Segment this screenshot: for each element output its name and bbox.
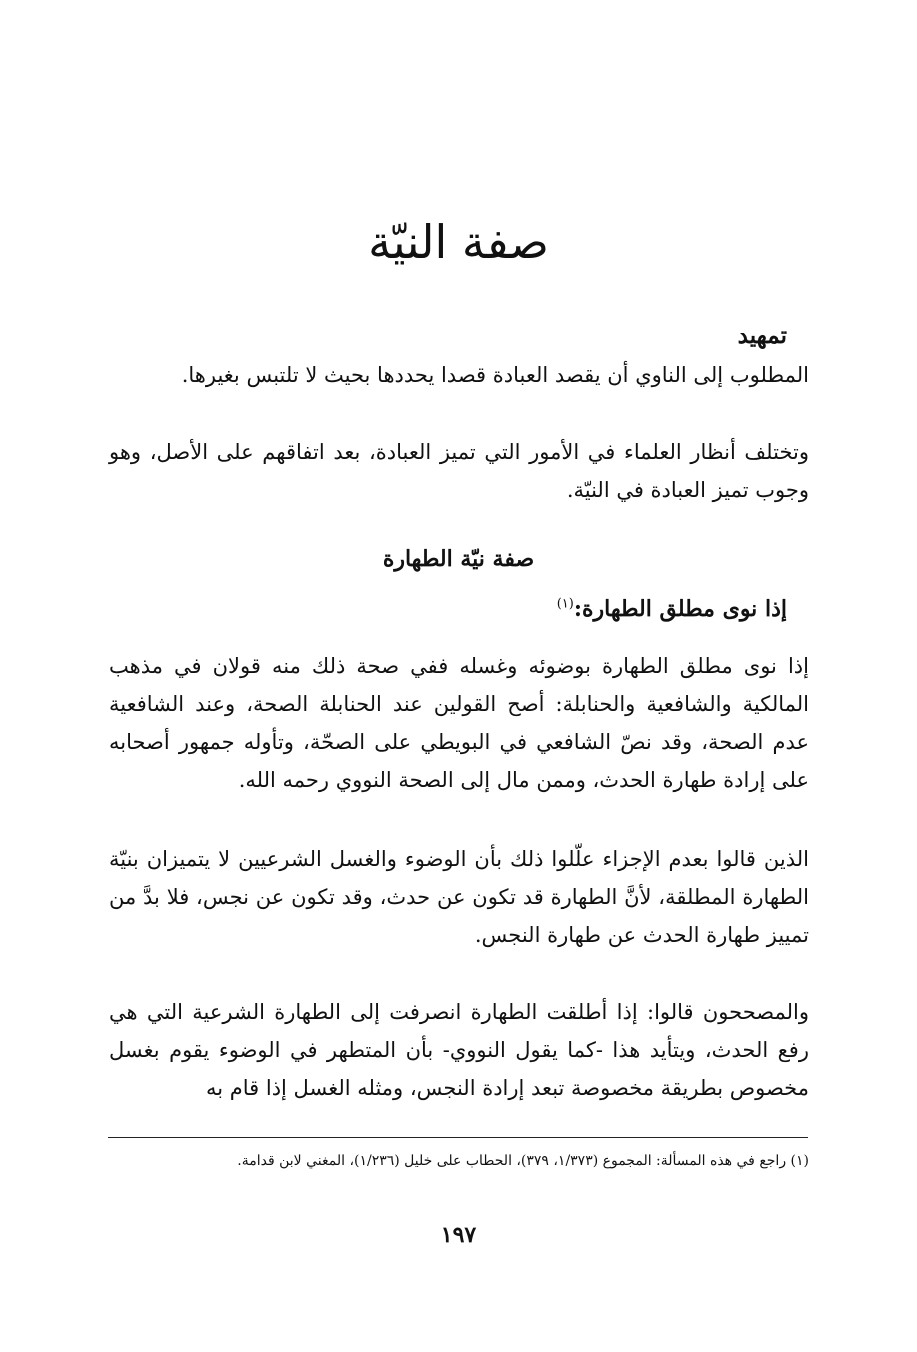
footnote-reference: (١) [556,596,574,612]
chapter-title: صفة النيّة [368,215,549,269]
footnote-divider [108,1137,808,1138]
page-number: ١٩٧ [440,1222,477,1248]
sub-heading [557,596,787,622]
body-paragraph-2: الذين قالوا بعدم الإجزاء علّلوا ذلك بأن الوضوء والغسل الشرعيين لا يتميزان بنيّة الطهارة المطلقة، لأنَّ الطهارة قد تكون عن حدث، وقد تكون عن نجس، فلا بدَّ من تمييز طهارة الحدث عن طهارة النجس. [109,847,809,947]
body-paragraph-1: إذا نوى مطلق الطهارة بوضوئه وغسله ففي صحة ذلك منه قولان في مذهب المالكية والشافعية والحنابلة: أصح القولين عند الحنابلة الصحة، وعند الشافعية عدم الصحة، وقد نصّ الشافعي في البويطي على الصحّة، وتأوله جمهور أصحابه على إرادة طهارة الحدث، وممن مال إلى الصحة النووي رحمه الله. [109,654,809,792]
intro-paragraph-1: المطلوب إلى الناوي أن يقصد العبادة قصدا يحددها بحيث لا تلتبس بغيرها. [181,363,809,387]
section-title: صفة نيّة الطهارة [382,546,535,572]
body-paragraph-3: والمصححون قالوا: إذا أطلقت الطهارة انصرفت إلى الطهارة الشرعية التي هي رفع الحدث، ويتأيد هذا -كما يقول النووي- بأن المتطهر في الوضوء يقوم بغسل مخصوص بطريقة مخصوصة تبعد إرادة النجس، ومثله الغسل إذا قام به [109,1000,809,1100]
footnote: (١) راجع في هذه المسألة: المجموع (١/٣٧٣، ٣٧٩)، الحطاب على خليل (١/٢٣٦)، المغني لابن قدامة. [237,1153,809,1169]
sub-heading-text: إذا نوى مطلق الطهارة: [573,596,787,622]
intro-paragraph-2: وتختلف أنظار العلماء في الأمور التي تميز العبادة، بعد اتفاقهم على الأصل، وهو وجوب تميز العبادة في النيّة. [109,440,809,502]
intro-heading: تمهيد [737,322,787,349]
